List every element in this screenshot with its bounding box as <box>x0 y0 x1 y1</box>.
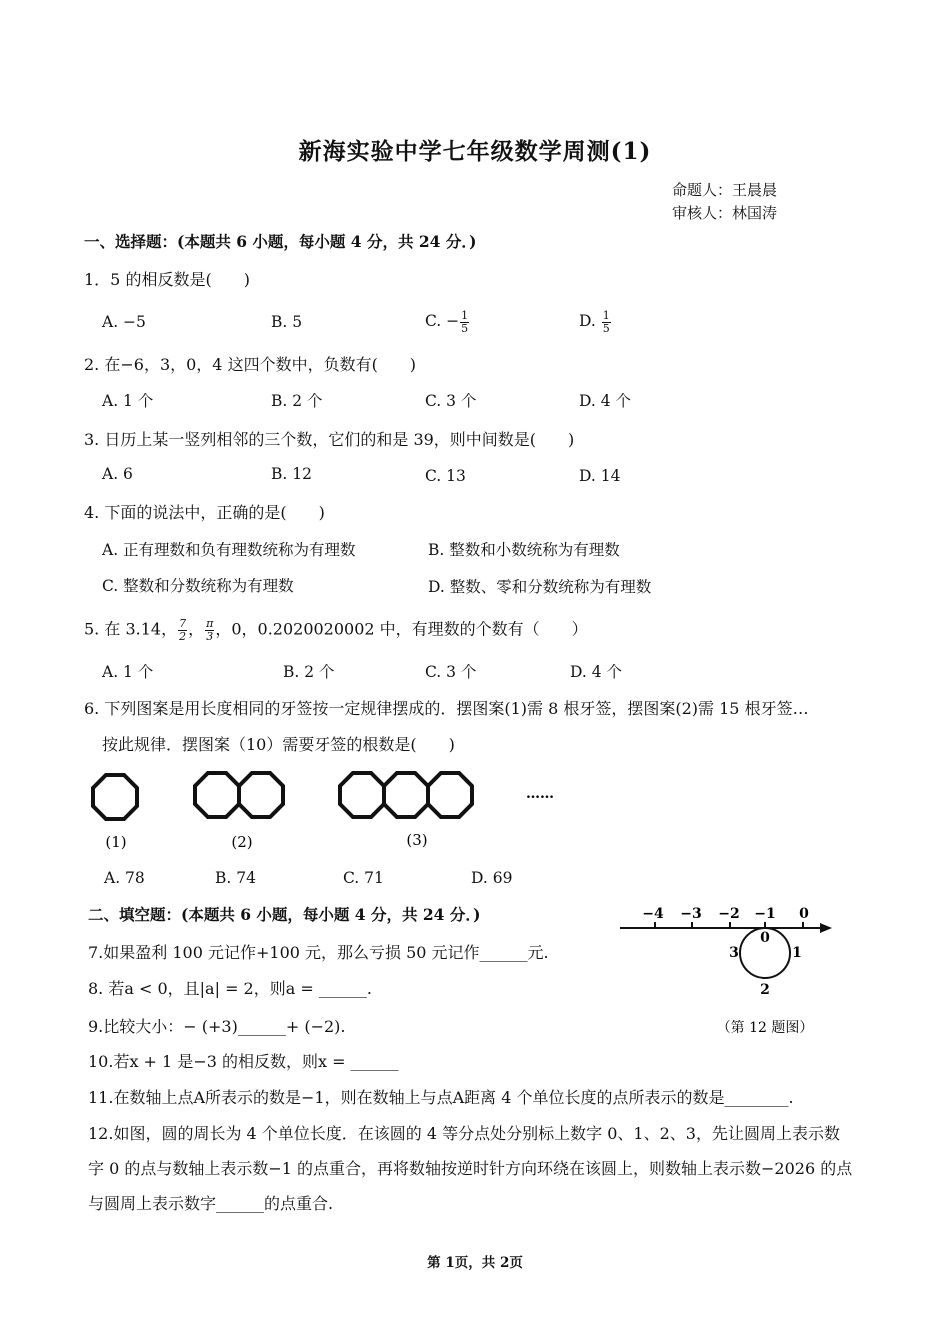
q5-option-a: A. 1 个 <box>102 663 154 681</box>
q3-option-c: C. 13 <box>425 467 466 485</box>
q2-option-c: C. 3 个 <box>425 392 477 410</box>
q1-option-c-label: C. − <box>425 312 460 331</box>
fraction-numerator: 7 <box>179 617 187 630</box>
q12-text-line3: 与圆周上表示数字______的点重合. <box>88 1194 334 1213</box>
q7-text: 7.如果盈利 100 元记作+100 元，那么亏损 50 元记作______元. <box>88 943 549 962</box>
q6-option-b: B. 74 <box>215 869 256 887</box>
q12-figure <box>610 898 850 1043</box>
q5-option-d: D. 4 个 <box>570 663 623 681</box>
octagon-pattern-3a <box>340 773 384 817</box>
q4-option-c: C. 整数和分数统称为有理数 <box>102 577 294 595</box>
q2-option-b: B. 2 个 <box>271 392 323 410</box>
q5-option-c: C. 3 个 <box>425 663 477 681</box>
q12-text-line2: 字 0 的点与数轴上表示数−1 的点重合，再将数轴按逆时针方向环绕在该圆上，则数轴上表示数−2026 的点 <box>88 1159 853 1178</box>
q1-option-a: A. −5 <box>102 313 146 331</box>
figure-ellipsis: …… <box>526 786 554 802</box>
axis-label-minus2: −2 <box>718 906 740 922</box>
q1-option-c <box>425 310 470 334</box>
fraction-numerator: π <box>206 617 214 630</box>
q3-option-b: B. 12 <box>271 465 312 483</box>
q8-prefix: 8. 若 <box>88 979 125 998</box>
q5-stem: 5. 在 3.14， $\frac{7}{2}$ ， $\frac{\pi}{3}$ ，0，0.2020020002 中，有理数的个数有（ ） <box>84 617 588 643</box>
q6-option-c: C. 71 <box>343 869 384 887</box>
axis-label-minus4: −4 <box>642 906 664 922</box>
q4-option-a: A. 正有理数和负有理数统称为有理数 <box>102 541 356 559</box>
circle-label-0: 0 <box>760 930 770 946</box>
number-line-arrow <box>820 923 832 933</box>
section1-heading: 一、选择题：(本题共 6 小题，每小题 4 分，共 24 分．) <box>84 232 477 251</box>
circle-label-3: 3 <box>729 945 739 961</box>
setter-line: 命题人：王晨晨 <box>672 181 778 199</box>
octagon-pattern-2b <box>239 773 283 817</box>
q12-text-line1: 12.如图，圆的周长为 4 个单位长度．在该圆的 4 等分点处分别标上数字 0、1、2、3，先让圆周上表示数 <box>88 1124 840 1143</box>
q5-option-b: B. 2 个 <box>283 663 335 681</box>
axis-label-0: 0 <box>799 906 809 922</box>
page-title: 新海实验中学七年级数学周测(1) <box>298 138 652 165</box>
q3-option-d: D. 14 <box>579 467 621 485</box>
octagon-pattern-3c <box>428 773 472 817</box>
q1-stem: 1．5 的相反数是( ) <box>84 270 250 289</box>
q6-option-a: A. 78 <box>104 869 145 887</box>
q3-stem: 3. 日历上某一竖列相邻的三个数，它们的和是 39，则中间数是( ) <box>84 430 575 449</box>
q11-text: 11.在数轴上点A所表示的数是−1，则在数轴上与点A距离 4 个单位长度的点所表示的数是________. <box>88 1088 794 1107</box>
reviewer-line: 审核人：林国涛 <box>672 204 778 222</box>
q1-option-d-fraction <box>602 310 611 334</box>
q2-option-d: D. 4 个 <box>579 392 632 410</box>
q5-stem-suffix: ，0，0.2020020002 中，有理数的个数有（ ） <box>215 619 588 639</box>
q4-option-b: B. 整数和小数统称为有理数 <box>428 541 620 559</box>
page-footer: 第 1页，共 2页 <box>427 1255 523 1271</box>
circle-label-1: 1 <box>792 945 802 961</box>
fraction-denominator: 5 <box>461 321 469 335</box>
figure-label-1: (1) <box>105 833 127 851</box>
q5-fraction-7-2 <box>178 618 187 642</box>
octagon-pattern-1 <box>93 775 137 819</box>
q4-stem: 4. 下面的说法中，正确的是( ) <box>84 503 325 522</box>
q2-option-a: A. 1 个 <box>102 392 154 410</box>
q10-text: 10.若x + 1 是−3 的相反数，则x = ______ <box>88 1052 399 1071</box>
fraction-denominator: 2 <box>179 629 187 643</box>
figure-label-2: (2) <box>231 833 253 851</box>
octagon-pattern-3b <box>384 773 428 817</box>
figure-label-3: (3) <box>406 831 428 849</box>
q1-option-d <box>579 310 612 334</box>
q9-text: 9.比较大小：− (+3)______+ (−2). <box>88 1017 346 1036</box>
q6-stem: 6. 下列图案是用长度相同的牙签按一定规律摆成的．摆图案(1)需 8 根牙签，摆图案(2)需 15 根牙签… <box>84 699 809 718</box>
q2-stem: 2. 在−6，3，0，4 这四个数中，负数有( ) <box>84 355 417 374</box>
q4-option-d: D. 整数、零和分数统称为有理数 <box>428 578 652 596</box>
fraction-numerator: 1 <box>461 309 469 322</box>
q8-body: a < 0，且|a| = 2，则a = ______. <box>124 979 372 998</box>
circle-label-2: 2 <box>760 982 770 998</box>
axis-label-minus1: −1 <box>754 906 776 922</box>
axis-label-minus3: −3 <box>680 906 702 922</box>
q8-text <box>88 981 372 997</box>
fraction-denominator: 5 <box>602 321 610 335</box>
q1-option-d-label: D. <box>579 312 601 331</box>
fraction-numerator: 1 <box>602 309 610 322</box>
figure-caption: （第 12 题图） <box>716 1020 814 1036</box>
q3-option-a: A. 6 <box>102 465 133 483</box>
q1-option-b: B. 5 <box>271 313 303 331</box>
toothpick-octagon-figure <box>80 765 560 860</box>
q6-option-d: D. 69 <box>471 869 513 887</box>
q5-stem-prefix: 5. 在 3.14， <box>84 619 178 639</box>
q1-option-c-fraction <box>460 310 469 334</box>
octagon-pattern-2a <box>195 773 239 817</box>
q6-stem-continued: 按此规律．摆图案（10）需要牙签的根数是( ) <box>102 735 455 754</box>
fraction-denominator: 3 <box>206 629 214 643</box>
section2-heading: 二、填空题：(本题共 6 小题，每小题 4 分，共 24 分．) <box>88 905 481 924</box>
q5-fraction-pi-3 <box>205 618 214 642</box>
